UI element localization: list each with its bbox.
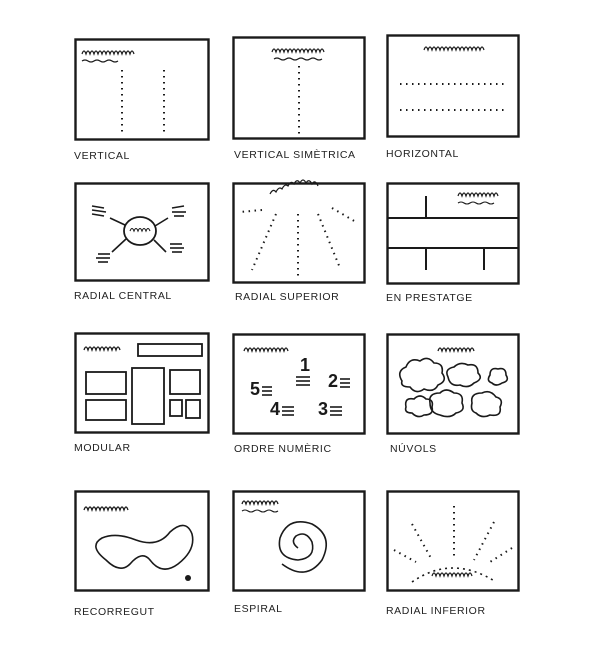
caption-en-prestatge: EN PRESTATGE xyxy=(386,292,473,304)
caption-radial-central: RADIAL CENTRAL xyxy=(74,290,172,302)
caption-recorregut: RECORREGUT xyxy=(74,606,155,618)
caption-espiral: ESPIRAL xyxy=(234,603,283,615)
caption-vertical-simetrica: VERTICAL SIMÈTRICA xyxy=(234,149,356,161)
sketch-radial-inferior xyxy=(386,490,520,592)
caption-horizontal: HORIZONTAL xyxy=(386,148,459,160)
sketch-vertical xyxy=(74,38,210,141)
number-4: 4 xyxy=(270,399,281,419)
caption-modular: MODULAR xyxy=(74,442,131,454)
sketch-vertical-simetrica xyxy=(232,36,366,140)
caption-vertical: VERTICAL xyxy=(74,150,130,162)
number-2: 2 xyxy=(328,371,339,391)
number-3: 3 xyxy=(318,399,329,419)
sketch-radial-central xyxy=(74,182,210,282)
sketch-recorregut xyxy=(74,490,210,592)
sketch-radial-superior xyxy=(232,182,366,284)
sketch-en-prestatge xyxy=(386,182,520,285)
sketch-modular xyxy=(74,332,210,434)
scribble-title xyxy=(82,51,134,62)
sketch-nuvols xyxy=(386,333,520,435)
caption-ordre-numeric: ORDRE NUMÈRIC xyxy=(234,443,332,455)
sketch-ordre-numeric xyxy=(232,333,366,435)
number-1: 1 xyxy=(300,355,311,375)
number-5: 5 xyxy=(250,379,261,399)
caption-radial-superior: RADIAL SUPERIOR xyxy=(235,291,340,303)
caption-nuvols: NÚVOLS xyxy=(390,443,437,455)
sketch-espiral xyxy=(232,490,366,592)
caption-radial-inferior: RADIAL INFERIOR xyxy=(386,605,486,617)
sketch-horizontal xyxy=(386,34,520,138)
